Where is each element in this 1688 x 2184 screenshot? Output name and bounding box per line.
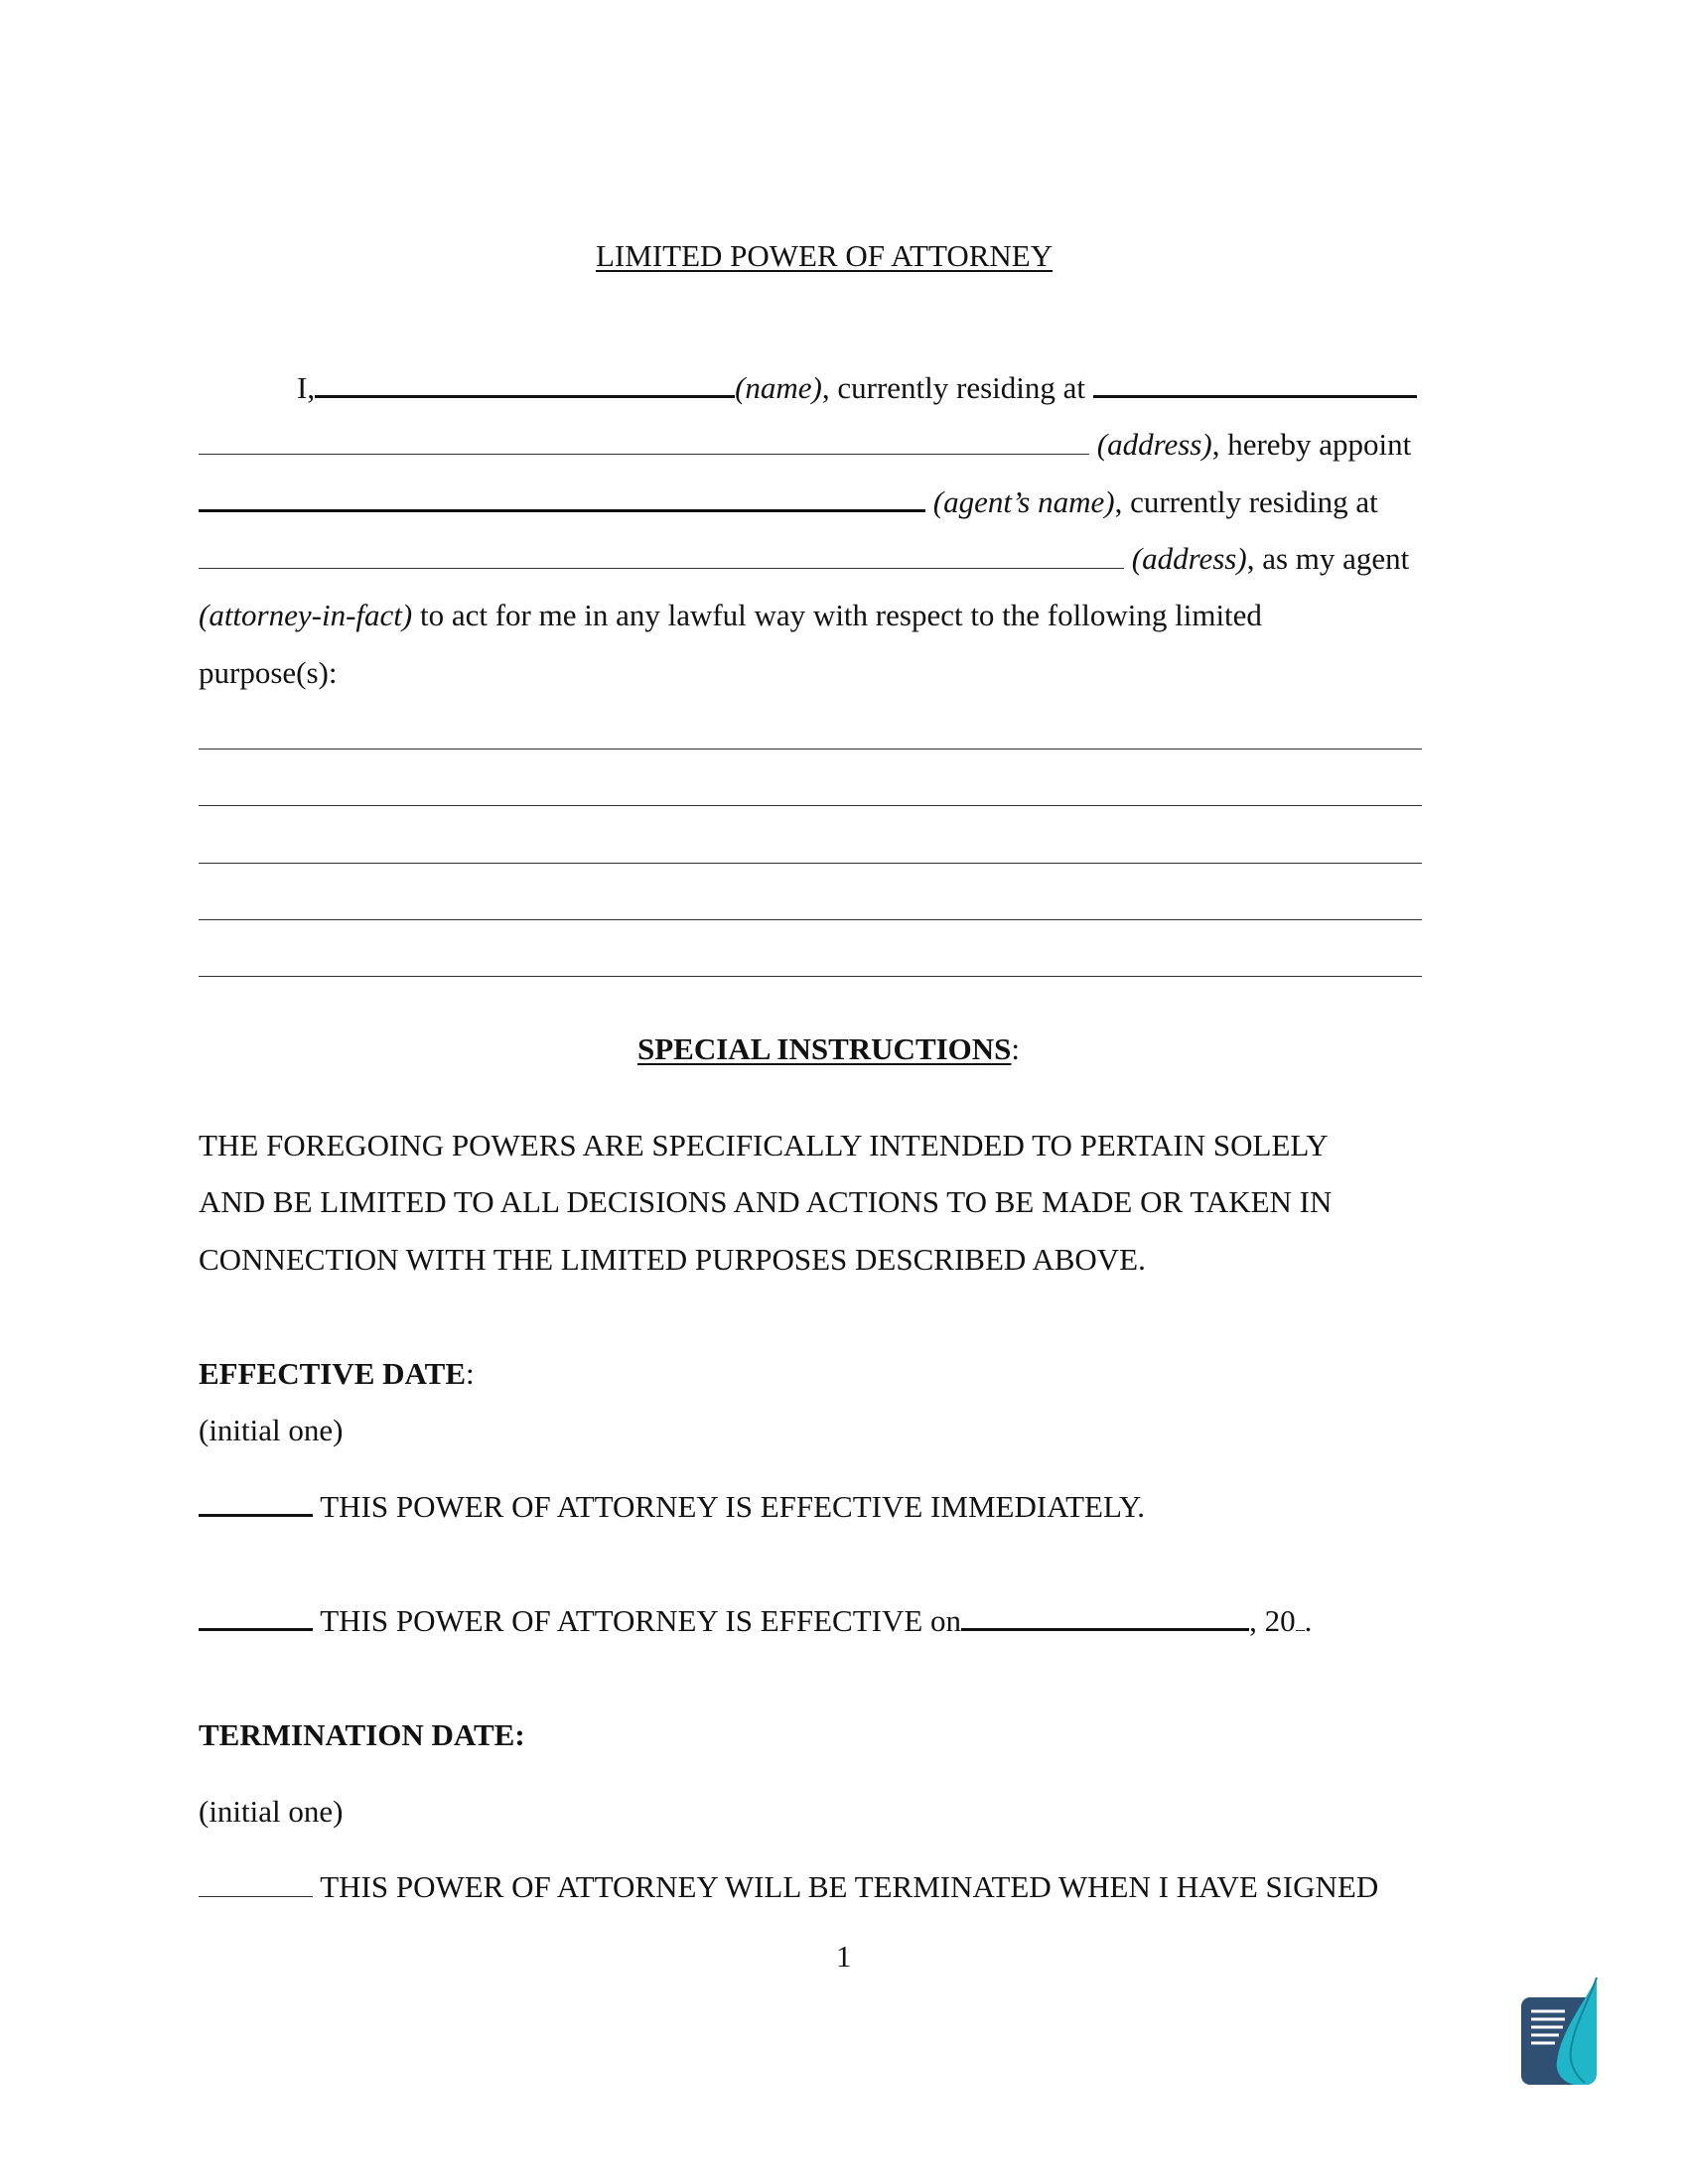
special-instructions-line-1: THE FOREGOING POWERS ARE SPECIFICALLY INTENDED TO PERTAIN SOLELY — [199, 1128, 1329, 1162]
effective-date-blank[interactable] — [961, 1628, 1249, 1631]
effective-option-1 — [199, 1491, 1145, 1522]
agent-residing-text: , currently residing at — [1114, 484, 1378, 519]
effective-date-title: EFFECTIVE DATE — [199, 1356, 466, 1391]
special-instructions-title: SPECIAL INSTRUCTIONS — [637, 1031, 1012, 1066]
effective-option-2 — [199, 1605, 1312, 1636]
residing-text: , currently residing at — [821, 370, 1093, 405]
grantor-address-line — [199, 429, 1411, 460]
i-text: I, — [297, 370, 316, 405]
grantor-address-blank-2[interactable] — [199, 454, 1089, 455]
initial-blank-termination[interactable] — [199, 1896, 313, 1897]
initial-blank-on-date[interactable] — [199, 1628, 313, 1631]
special-instructions-line-2: AND BE LIMITED TO ALL DECISIONS AND ACTIONS TO BE MADE OR TAKEN IN — [199, 1184, 1333, 1219]
purpose-blank-line-5[interactable] — [199, 976, 1422, 977]
effective-period: . — [1304, 1603, 1313, 1638]
year-prefix: , 20 — [1249, 1603, 1296, 1638]
effective-colon: : — [466, 1356, 475, 1391]
effective-initial-note: (initial one) — [199, 1413, 344, 1447]
special-instructions-line-3: CONNECTION WITH THE LIMITED PURPOSES DESCRIBED ABOVE. — [199, 1242, 1146, 1277]
as-agent-text: , as my agent — [1246, 541, 1410, 576]
special-instructions-heading — [637, 1033, 1020, 1064]
purpose-blank-line-4[interactable] — [199, 919, 1422, 920]
agent-address-blank[interactable] — [199, 568, 1124, 569]
initial-blank-immediate[interactable] — [199, 1514, 313, 1517]
effective-on-text: THIS POWER OF ATTORNEY IS EFFECTIVE on — [313, 1603, 962, 1638]
attorney-in-fact-line — [199, 600, 1262, 630]
grantor-line — [297, 372, 1417, 403]
purpose-blank-line-2[interactable] — [199, 805, 1422, 806]
grantor-address-blank[interactable] — [1093, 395, 1417, 398]
purpose-blank-line-3[interactable] — [199, 863, 1422, 864]
agent-address-label: (address) — [1131, 541, 1247, 576]
formspal-logo-icon — [1519, 1976, 1599, 2087]
grantor-name-blank[interactable] — [315, 395, 735, 398]
appoint-text: , hereby appoint — [1211, 427, 1412, 462]
effective-date-heading — [199, 1358, 475, 1389]
address-label: (address) — [1096, 427, 1212, 462]
year-blank[interactable] — [1296, 1630, 1305, 1631]
page-number: 1 — [836, 1939, 852, 1974]
effective-immediately-text: THIS POWER OF ATTORNEY IS EFFECTIVE IMMEDIATELY. — [313, 1489, 1145, 1524]
agent-name-blank[interactable] — [199, 509, 925, 512]
agent-line — [199, 486, 1378, 517]
purpose-blank-line-1[interactable] — [199, 749, 1422, 750]
document-title: LIMITED POWER OF ATTORNEY — [596, 238, 1054, 273]
purposes-label: purpose(s): — [199, 655, 338, 690]
act-text: to act for me in any lawful way with respect to the following limited — [412, 598, 1262, 632]
termination-initial-note: (initial one) — [199, 1794, 344, 1829]
termination-date-heading: TERMINATION DATE: — [199, 1717, 525, 1752]
termination-signed-text: THIS POWER OF ATTORNEY WILL BE TERMINATED WHEN I HAVE SIGNED — [313, 1869, 1379, 1904]
termination-option-1 — [199, 1871, 1378, 1902]
agent-address-line — [199, 543, 1409, 574]
agent-name-label: (agent’s name) — [932, 484, 1115, 519]
attorney-in-fact-label: (attorney-in-fact) — [199, 598, 413, 632]
name-label: (name) — [735, 370, 822, 405]
special-colon: : — [1011, 1031, 1021, 1066]
